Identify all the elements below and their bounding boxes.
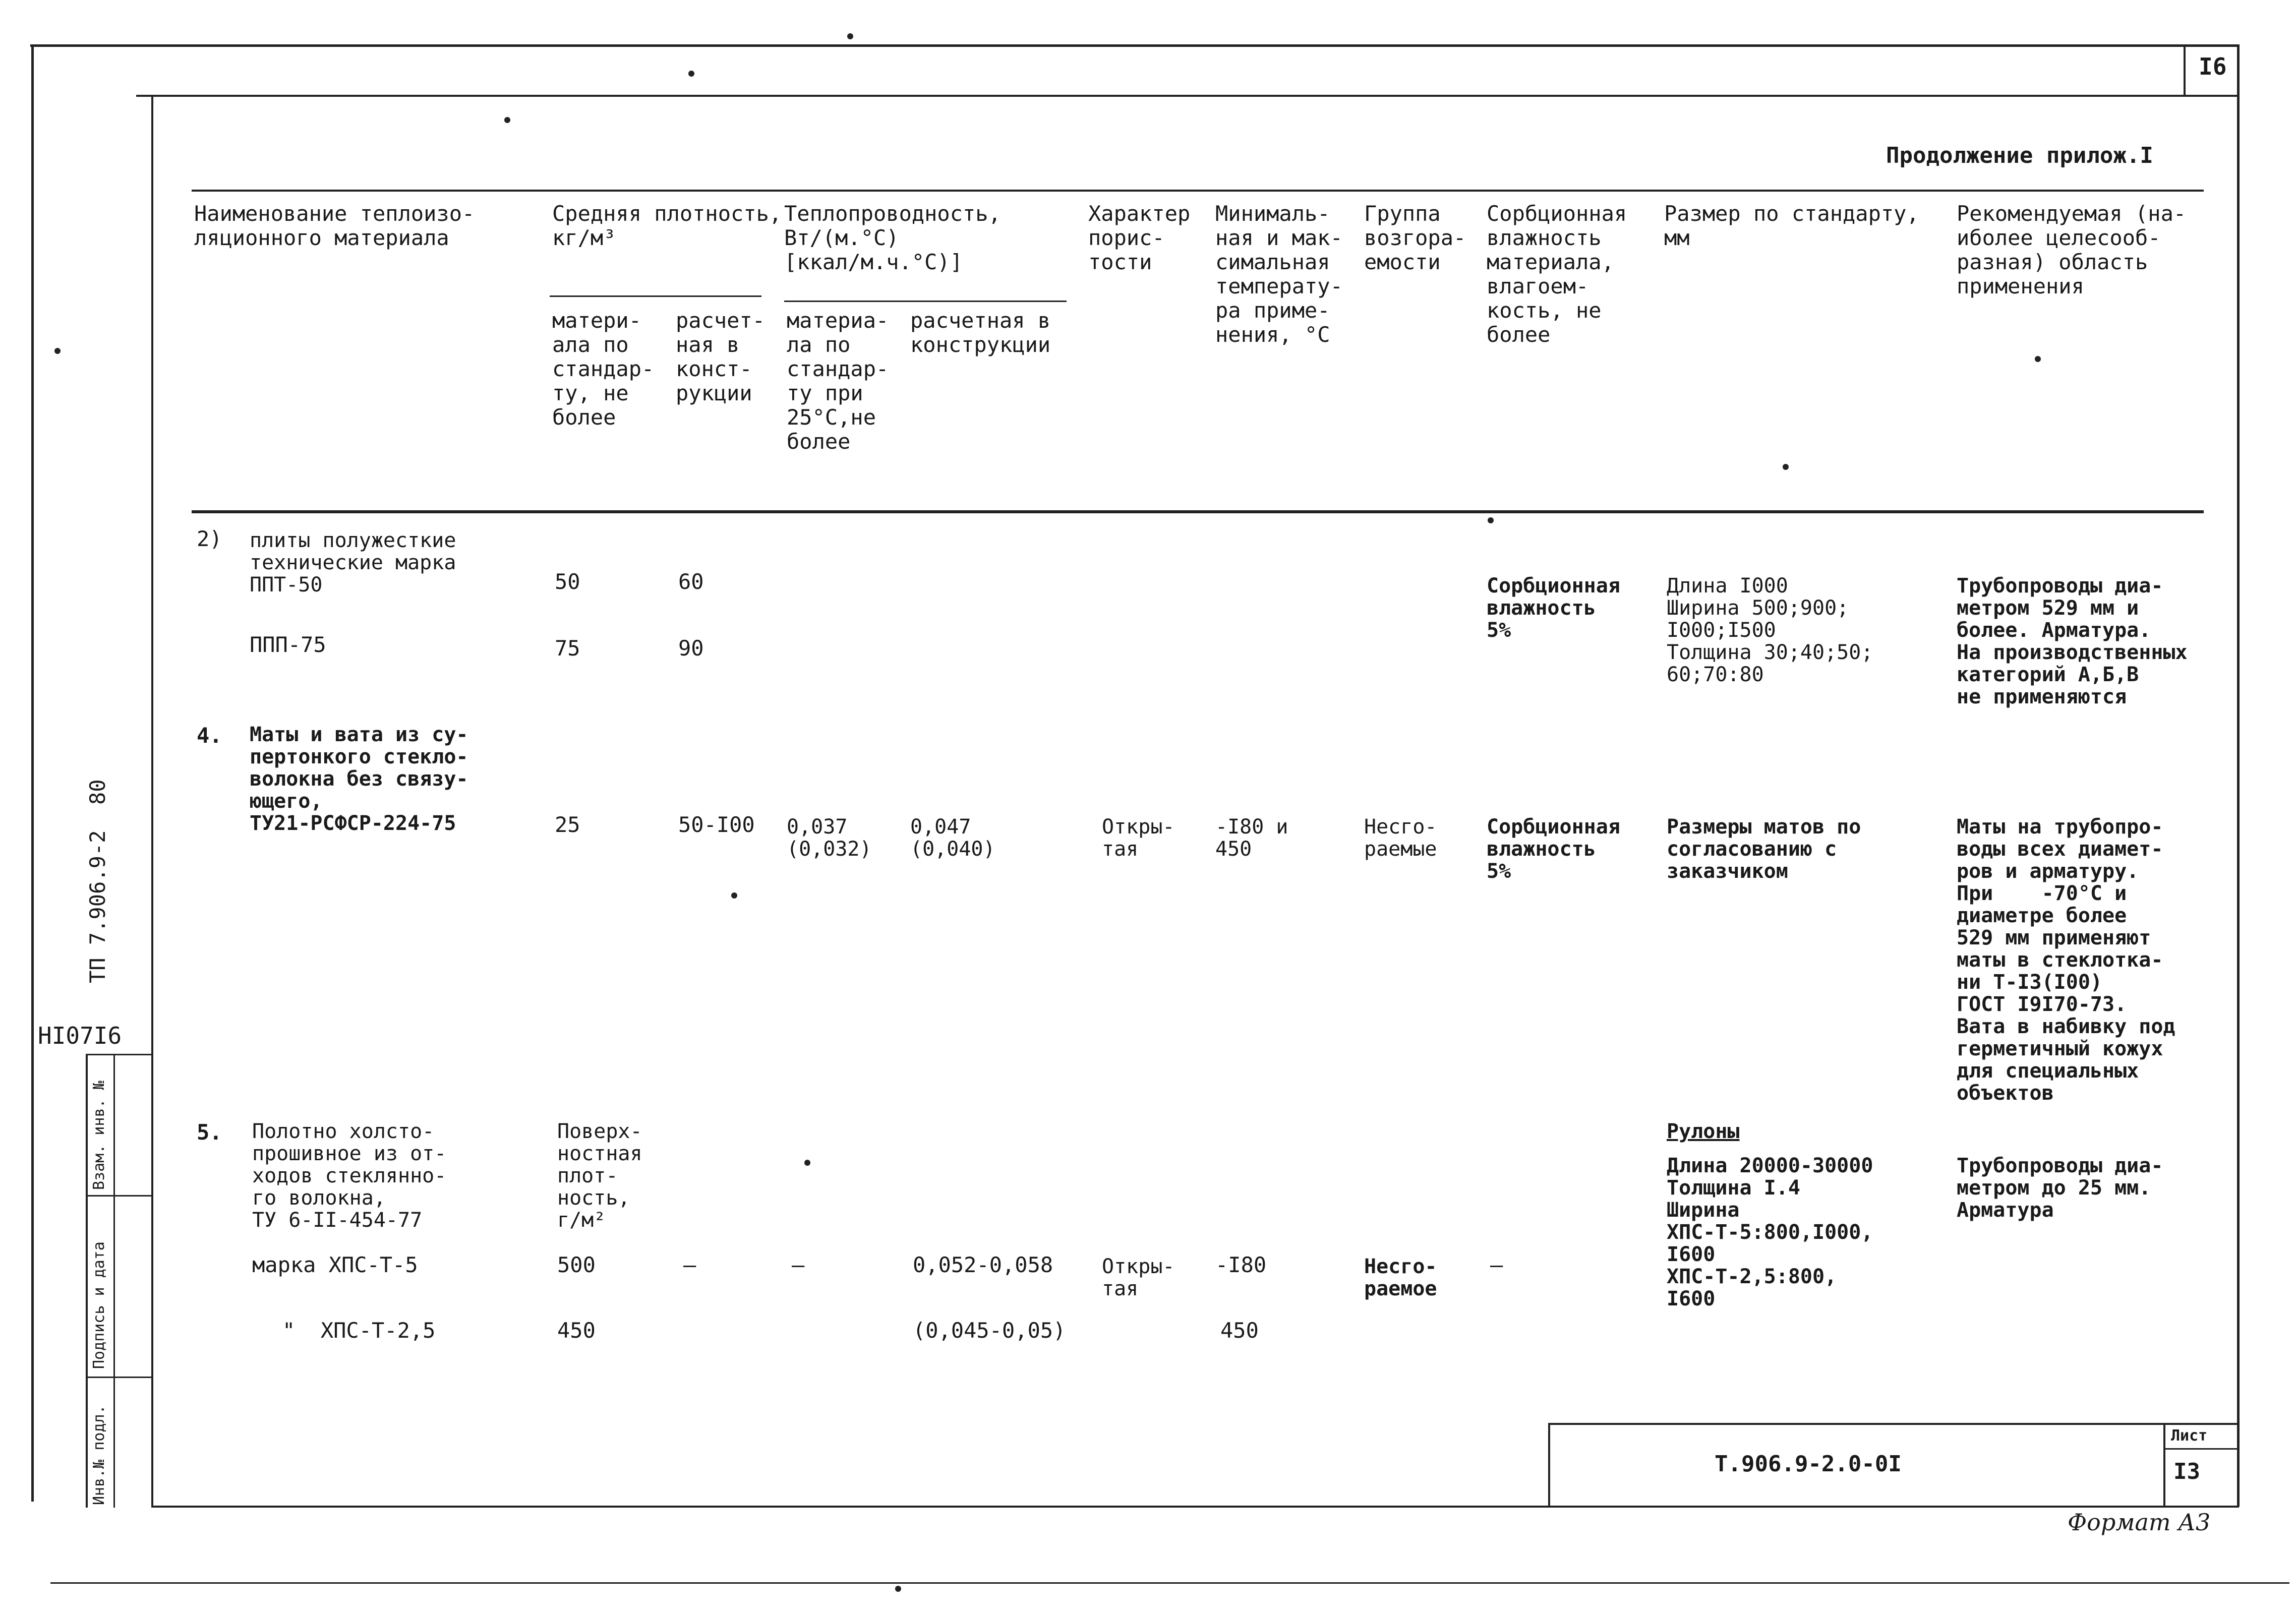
speck	[895, 1586, 901, 1592]
left-border-inner	[151, 95, 153, 1507]
row5-temperature: -I80	[1215, 1252, 1267, 1277]
bottom-border	[151, 1506, 2239, 1508]
speck	[688, 71, 694, 77]
row5-porosity: Откры- тая	[1102, 1255, 1175, 1300]
row4-sorption: Сорбционная влажность 5%	[1487, 815, 1620, 883]
speck	[1488, 517, 1494, 523]
side-doc-code: ТП 7.906.9-2 80	[85, 779, 110, 983]
speck	[804, 1160, 810, 1166]
side-replace-cell: Взам. инв. №	[90, 1081, 108, 1190]
row5-sorption-dash: –	[1490, 1252, 1503, 1277]
row5-number: 5.	[197, 1120, 222, 1145]
header-conductivity: Теплопроводность, Вт/(м.°С) [ккал/м.ч.°С)]	[784, 201, 1001, 274]
cond-subrule	[784, 301, 1067, 302]
row2-density-calc-b: 90	[678, 636, 704, 661]
row5-density-calc-dash: –	[683, 1252, 696, 1277]
row5-application: Трубопроводы диа- метром до 25 мм. Арматура	[1957, 1154, 2163, 1222]
row5-density-note: Поверх- ностная плот- ность, г/м²	[557, 1120, 642, 1232]
row4-cond-std: 0,037 (0,032)	[787, 815, 872, 861]
row2-name: плиты полужесткие технические марка ППТ-50	[250, 529, 456, 596]
row4-flammability: Несго- раемые	[1364, 815, 1437, 861]
row4-porosity: Откры- тая	[1102, 815, 1175, 861]
page-number-box-left	[2184, 44, 2186, 95]
row4-size: Размеры матов по согласованию с заказчиком	[1667, 815, 1861, 883]
row5-name: Полотно холсто- прошивное из от- ходов стеклянно- го волокна, ТУ 6-II-454-77	[252, 1120, 447, 1232]
row5-temperature-b: 450	[1220, 1318, 1259, 1343]
row2-density-std-b: 75	[555, 636, 580, 661]
stamp-left-rule	[1548, 1423, 1550, 1508]
row2-size: Длина I000 Ширина 500;900; I000;I500 Толщина 30;40;50; 60;70:80	[1667, 574, 1873, 686]
header-porosity: Характер порис- тости	[1088, 201, 1191, 274]
row4-density-calc: 50-I00	[678, 812, 755, 837]
side-inv-number: НI07I6	[38, 1022, 122, 1049]
stamp-top-rule	[1548, 1423, 2239, 1425]
row5-mark1: марка ХПС-Т-5	[252, 1252, 418, 1277]
row2-name2: ППП-75	[250, 632, 326, 657]
header-cond-std: материа- ла по стандар- ту при 25°С,не более	[787, 308, 889, 454]
side-strip-top	[86, 1054, 153, 1055]
header-flammability: Группа возгора- емости	[1364, 201, 1466, 274]
row2-density-std: 50	[555, 569, 580, 594]
row4-application: Маты на трубопро- воды всех диамет- ров и арматуру. При -70°С и диаметре более 529 мм применяют маты в стеклотка- ни Т-I3(I00) ГОСТ I9I70-73. Вата в набивку под герметичный кожух для специальных объектов	[1957, 815, 2175, 1105]
left-border-outer	[31, 44, 34, 1502]
row5-cond-calc: 0,052-0,058	[913, 1252, 1053, 1277]
format-note: Формат А3	[2068, 1509, 2211, 1536]
stamp-sheet-left-rule	[2163, 1423, 2165, 1508]
header-temperature: Минималь- ная и мак- симальная температу- ра приме- нения, °С	[1215, 201, 1343, 347]
row5-size: Длина 20000-30000 Толщина I.4 Ширина ХПС-Т-5:800,I000, I600 ХПС-Т-2,5:800, I600	[1667, 1154, 1873, 1310]
right-border	[2237, 44, 2240, 1507]
row2-number: 2)	[197, 526, 222, 551]
continuation-title: Продолжение прилож.I	[1886, 143, 2153, 168]
speck	[1783, 464, 1789, 470]
row4-cond-calc: 0,047 (0,040)	[910, 815, 995, 861]
speck	[2035, 356, 2041, 362]
side-inv-number-cell: Инв.№ подл.	[90, 1405, 108, 1505]
header-density-std: матери- ала по стандар- ту, не более	[552, 308, 655, 430]
speck	[504, 117, 510, 123]
density-subrule	[550, 295, 761, 297]
stamp-code: Т.906.9-2.0-0I	[1715, 1451, 1902, 1477]
side-strip-div2	[86, 1377, 153, 1378]
side-strip-div1	[86, 1195, 153, 1197]
top-border-inner	[136, 95, 2239, 97]
speck	[847, 33, 853, 39]
row4-density-std: 25	[555, 812, 580, 837]
row5-density-std: 500	[557, 1252, 596, 1277]
side-signature-cell: Подпись и дата	[90, 1241, 108, 1369]
row2-density-calc: 60	[678, 569, 704, 594]
top-border-outer	[30, 44, 2239, 47]
side-strip-left	[86, 1054, 88, 1508]
header-name: Наименование теплоизо- ляционного материала	[194, 201, 475, 250]
row5-mark2: " ХПС-Т-2,5	[282, 1318, 436, 1343]
page-number: I6	[2199, 53, 2227, 80]
header-application: Рекомендуемая (на- иболее целесооб- разная) область применения	[1957, 201, 2187, 298]
row4-number: 4.	[197, 723, 222, 748]
speck	[731, 892, 737, 899]
header-bottom-rule	[192, 510, 2204, 513]
speck	[54, 348, 61, 354]
row4-name: Маты и вата из су- пертонкого стекло- волокна без связу- ющего, ТУ21-РСФСР-224-75	[250, 723, 468, 835]
header-size: Размер по стандарту, мм	[1664, 201, 1919, 250]
side-strip-mid	[113, 1054, 115, 1508]
row5-size-title: Рулоны	[1667, 1120, 1740, 1143]
row5-flammability: Несго- раемое	[1364, 1255, 1437, 1300]
header-density-calc: расчет- ная в конст- рукции	[676, 308, 766, 405]
row2-application: Трубопроводы диа- метром 529 мм и более. Арматура. На производственных категорий А,Б,В не применяются	[1957, 574, 2188, 708]
row5-cond-calc-b: (0,045-0,05)	[913, 1318, 1066, 1343]
header-density: Средняя плотность, кг/м³	[552, 201, 782, 250]
row5-cond-std-dash: –	[792, 1252, 805, 1277]
stamp-sheet-rule	[2163, 1448, 2239, 1450]
stamp-sheet-number: I3	[2173, 1459, 2200, 1484]
row2-sorption: Сорбционная влажность 5%	[1487, 574, 1620, 642]
bottom-border-outer	[50, 1582, 2289, 1584]
row4-temperature: -I80 и 450	[1215, 815, 1288, 861]
header-top-rule	[192, 190, 2204, 192]
stamp-sheet-label: Лист	[2171, 1427, 2208, 1445]
header-cond-calc: расчетная в конструкции	[910, 308, 1051, 357]
row5-density-std-b: 450	[557, 1318, 596, 1343]
header-sorption: Сорбционная влажность материала, влагоем- кость, не более	[1487, 201, 1627, 347]
